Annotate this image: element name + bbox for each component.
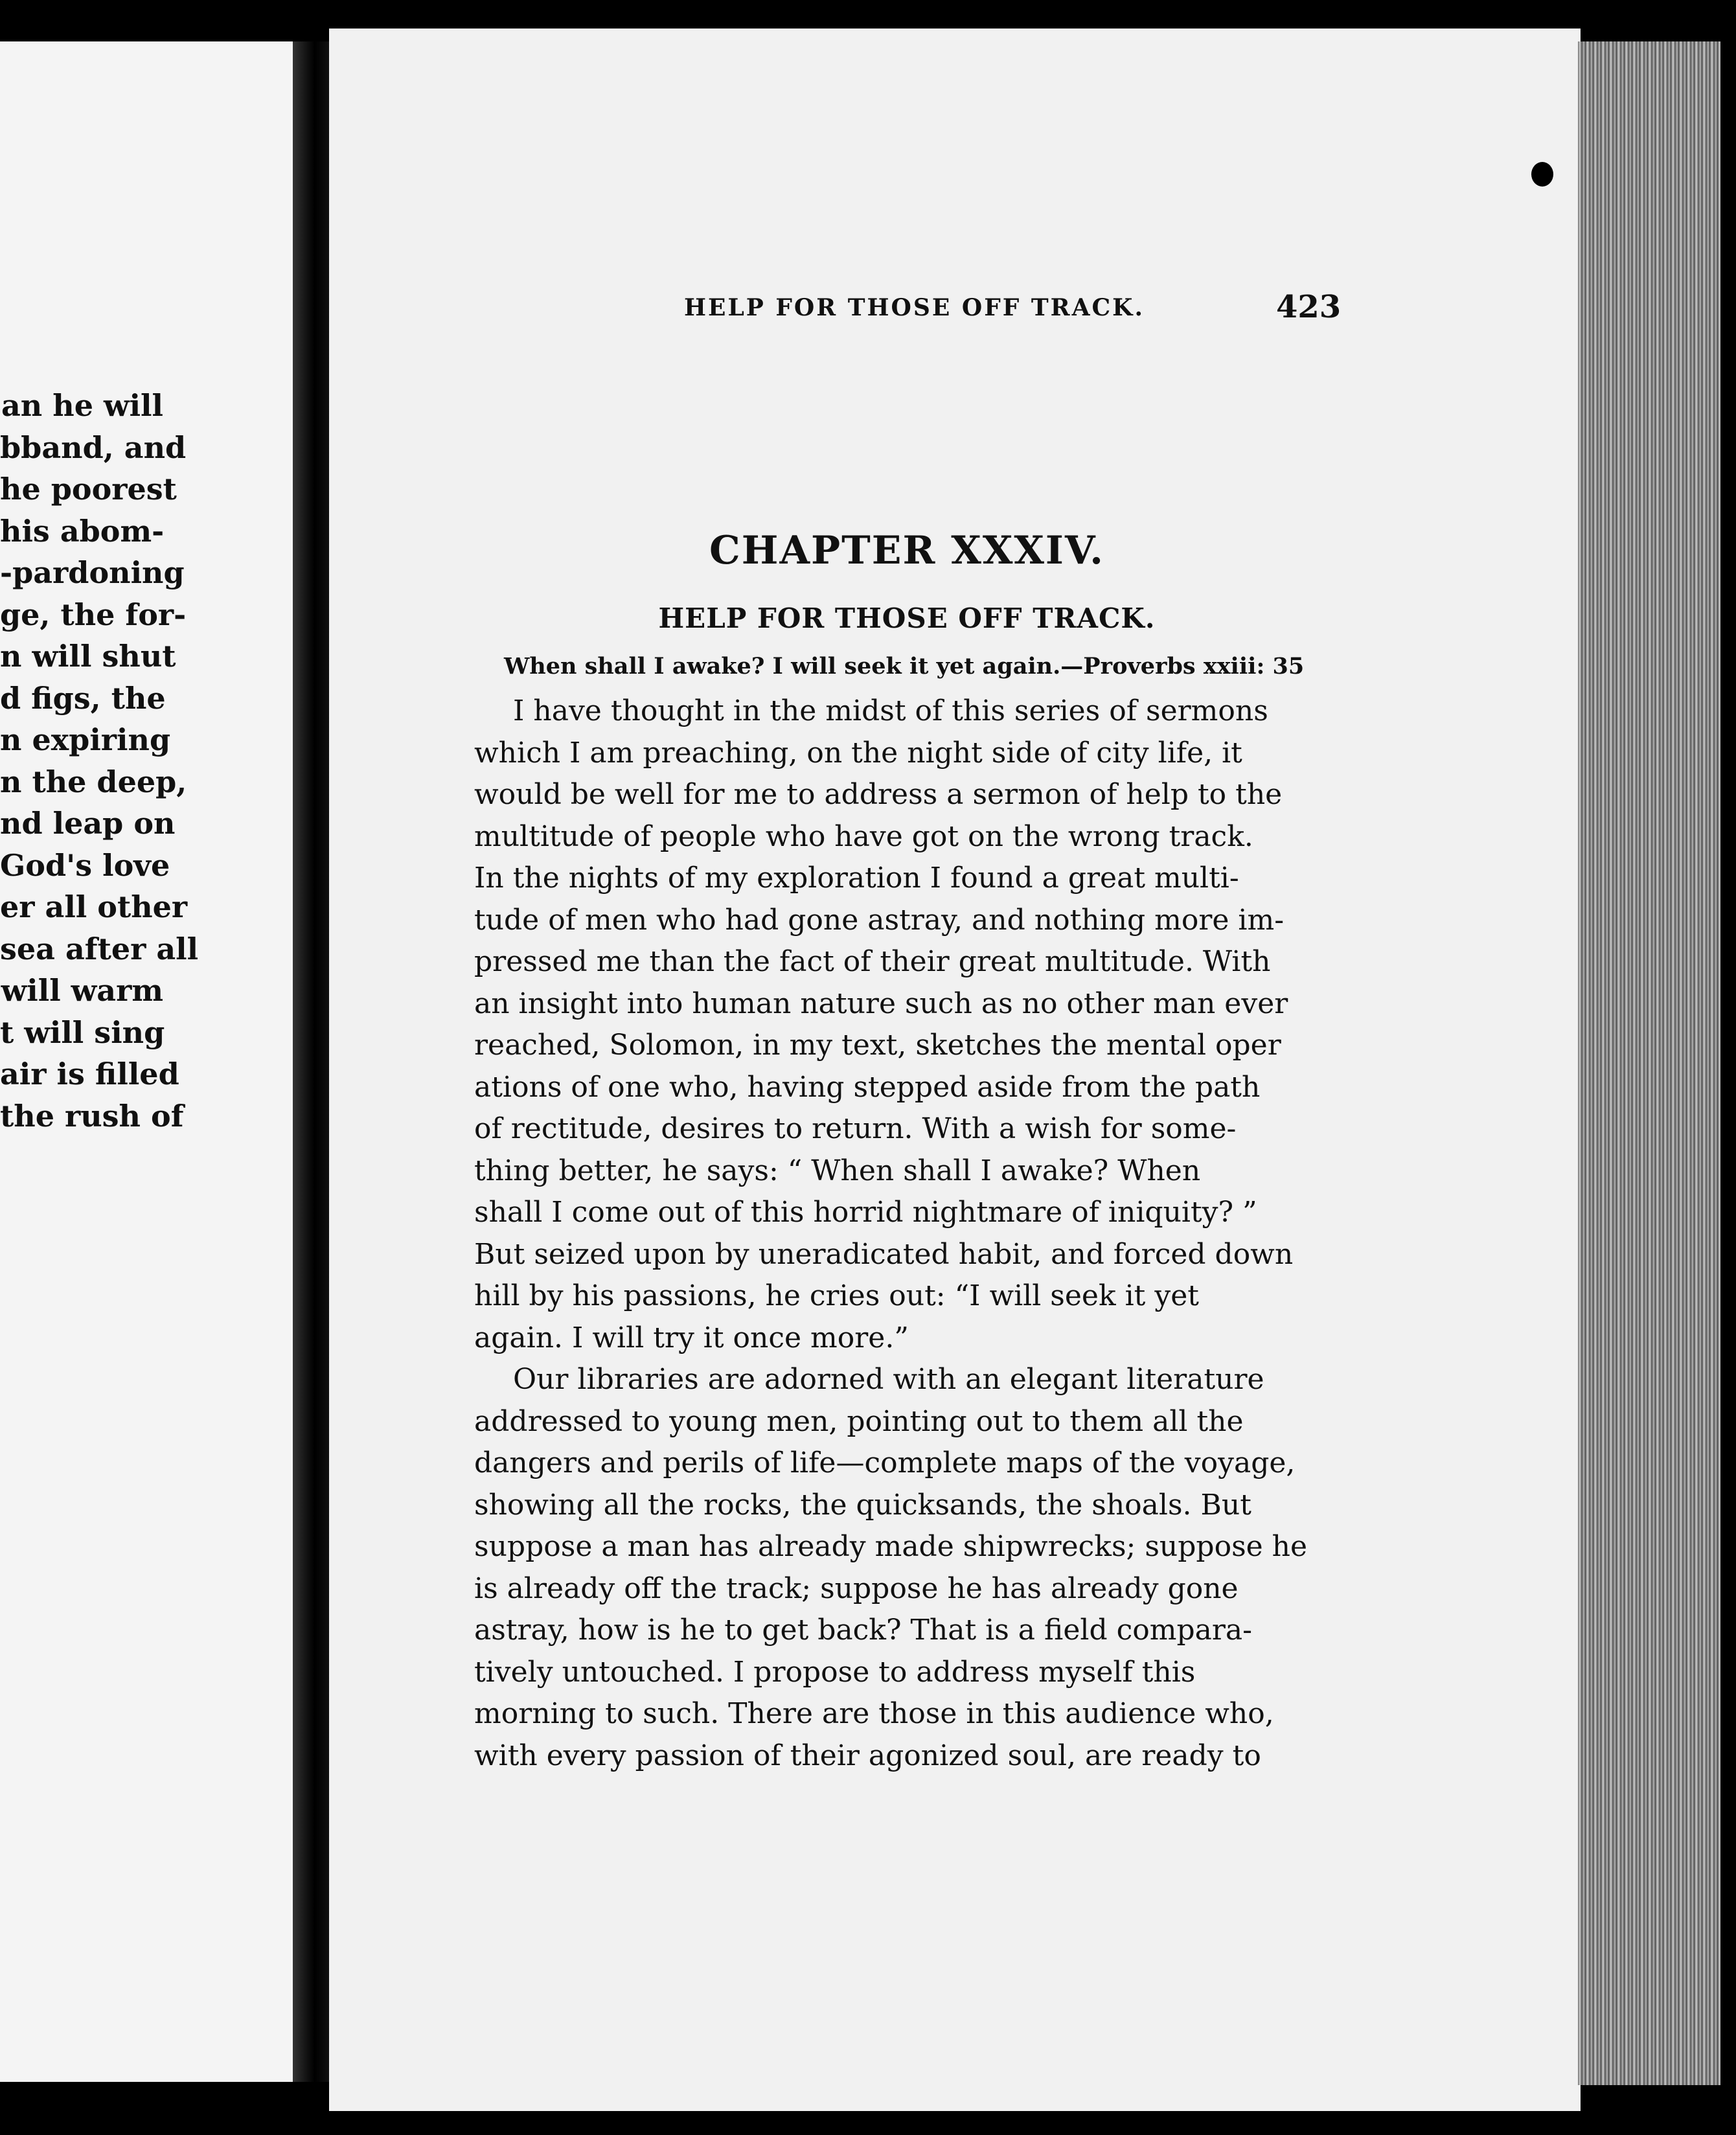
text-line: God's love (0, 847, 170, 883)
text-line: -pardoning (0, 555, 185, 590)
text-line: ge, the for- (0, 597, 187, 632)
text-line: n expiring (0, 722, 171, 757)
text-line: showing all the rocks, the quicksands, the shoals. But (474, 1488, 1251, 1522)
text-line: suppose a man has already made shipwrecks; suppose he (474, 1530, 1308, 1563)
text-line: t will sing (0, 1014, 165, 1050)
text-line: hill by his passions, he cries out: “I will seek it yet (474, 1279, 1199, 1312)
text-line: bband, and (0, 429, 187, 465)
page-number: 423 (1276, 289, 1342, 325)
chapter-subtitle: HELP FOR THOSE OFF TRACK. (658, 602, 1156, 634)
text-line: Our libraries are adorned with an elegant literature (513, 1363, 1264, 1396)
page-edges (1578, 41, 1720, 2085)
text-line: nd leap on (0, 806, 176, 841)
chapter-title: CHAPTER XXXIV. (709, 528, 1104, 573)
text-line: ations of one who, having stepped aside from the path (474, 1070, 1261, 1104)
text-line: multitude of people who have got on the wrong track. (474, 819, 1253, 853)
epigraph: When shall I awake? I will seek it yet again.—Proverbs xxiii: 35 (504, 653, 1305, 679)
text-line: his abom- (0, 513, 165, 549)
previous-page (0, 41, 293, 2082)
text-line: will warm (1, 973, 163, 1008)
text-line: d figs, the (0, 680, 166, 716)
previous-page-text (0, 385, 199, 1137)
text-line: addressed to young men, pointing out to them all the (474, 1404, 1244, 1438)
text-line: air is filled (0, 1056, 179, 1091)
text-line: again. I will try it once more.” (474, 1321, 909, 1354)
text-line: pressed me than the fact of their great multitude. With (474, 945, 1271, 978)
paragraph-1 (474, 691, 1329, 1359)
text-line: morning to such. There are those in this audience who, (474, 1697, 1274, 1730)
text-line: But seized upon by uneradicated habit, and forced down (474, 1237, 1294, 1271)
text-line: shall I come out of this horrid nightmare of iniquity? ” (474, 1196, 1257, 1229)
text-line: reached, Solomon, in my text, sketches the mental oper (474, 1029, 1281, 1062)
text-line: an he will (1, 388, 163, 423)
text-line: sea after all (0, 931, 199, 966)
text-line: which I am preaching, on the night side of city life, it (474, 736, 1242, 770)
running-head: HELP FOR THOSE OFF TRACK. (684, 294, 1145, 321)
text-line: In the nights of my exploration I found a great multi- (474, 862, 1239, 895)
book-gutter (293, 41, 329, 2082)
text-line: is already off the track; suppose he has already gone (474, 1571, 1239, 1605)
text-line: tively untouched. I propose to address myself this (474, 1655, 1196, 1689)
text-line: of rectitude, desires to return. With a wish for some- (474, 1112, 1237, 1145)
text-line: with every passion of their agonized soul, are ready to (474, 1739, 1261, 1772)
ink-spot (1531, 162, 1553, 187)
text-line: astray, how is he to get back? That is a field compara- (474, 1614, 1252, 1647)
text-line: the rush of (0, 1098, 184, 1134)
paragraph-2 (474, 1359, 1329, 1777)
text-line: I have thought in the midst of this series of sermons (513, 694, 1268, 727)
text-line: an insight into human nature such as no other man ever (474, 987, 1288, 1020)
text-line: thing better, he says: “ When shall I awake? When (474, 1154, 1201, 1187)
text-line: dangers and perils of life—complete maps of the voyage, (474, 1446, 1296, 1479)
text-line: he poorest (0, 472, 177, 507)
text-line: n will shut (0, 639, 176, 674)
text-line: n the deep, (0, 764, 187, 799)
text-line: tude of men who had gone astray, and nothing more im- (474, 903, 1285, 937)
text-line: er all other (0, 889, 188, 924)
text-line: would be well for me to address a sermon of help to the (474, 778, 1283, 811)
